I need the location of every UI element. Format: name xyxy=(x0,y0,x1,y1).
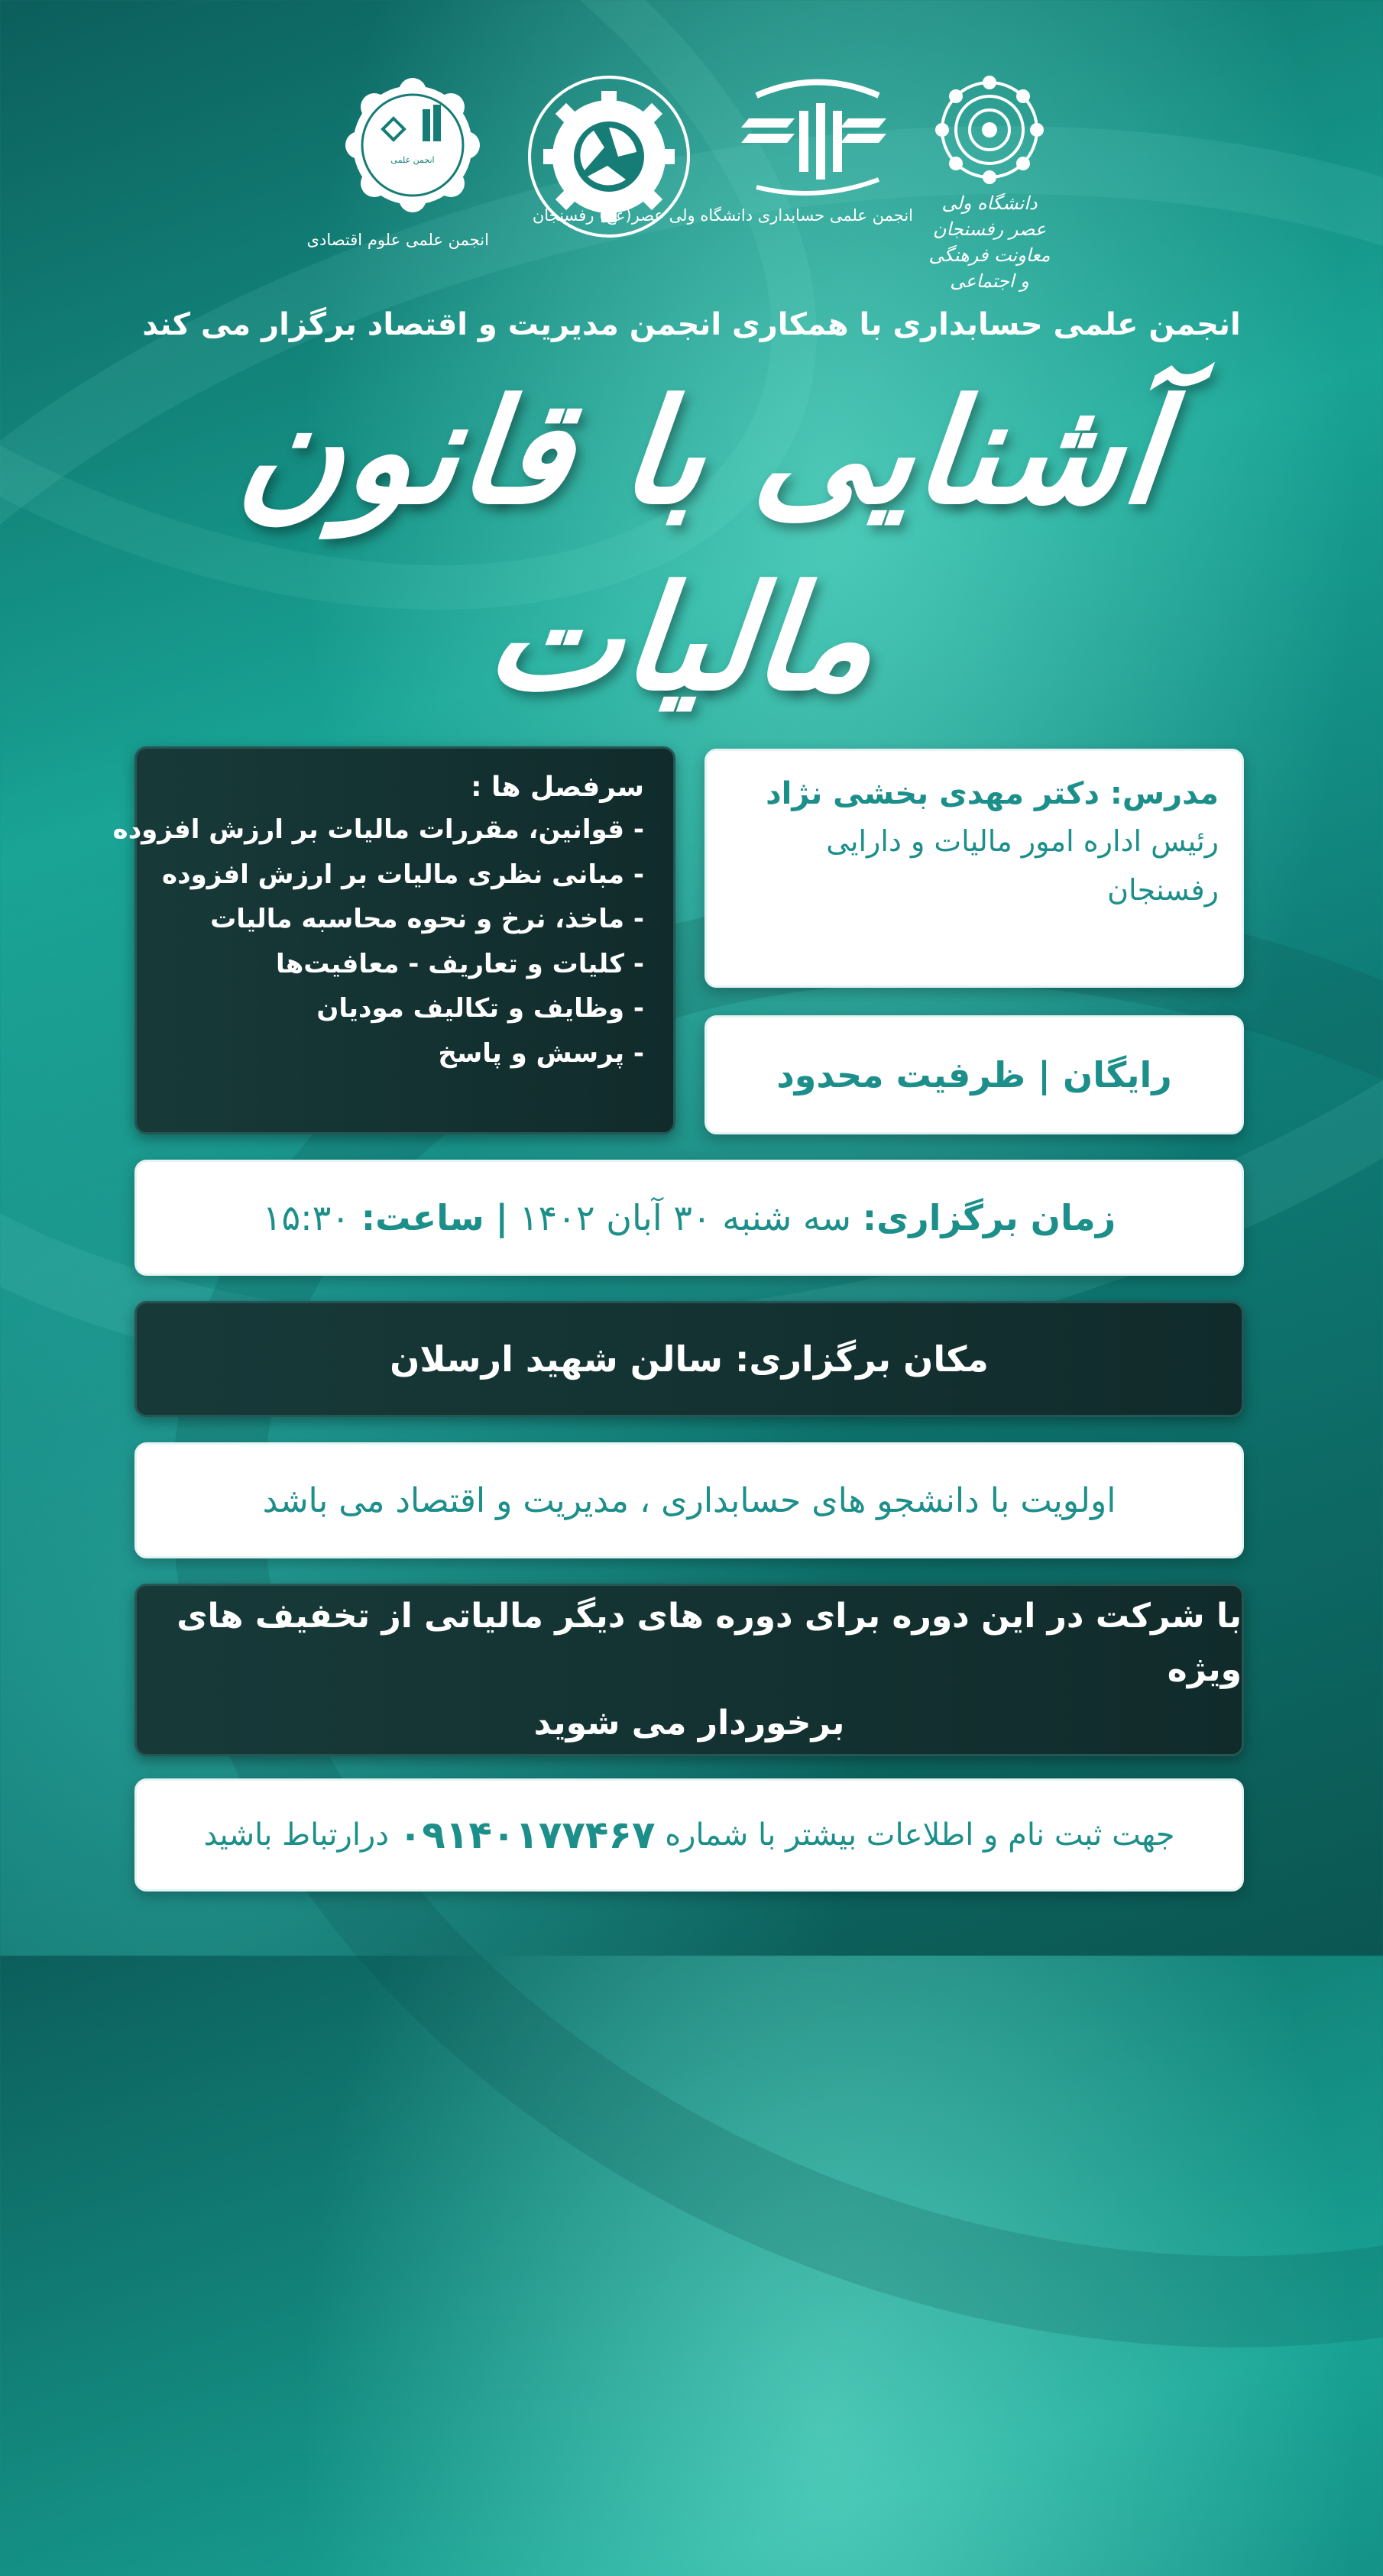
page-title: آشنایی با قانون مالیات xyxy=(231,367,1172,723)
teacher-city: رفسنجان xyxy=(1107,873,1219,907)
event-time-card xyxy=(134,1160,1244,1276)
event-time-label: زمان برگزاری: xyxy=(862,1197,1116,1238)
event-hour: ۱۵:۳۰ xyxy=(262,1197,351,1238)
event-separator: | xyxy=(495,1197,509,1238)
university-logo-caption: دانشگاه ولی عصر رفسنجان معاونت فرهنگی و اجتماعی xyxy=(928,193,1051,292)
topic-item: - ماخذ، نرخ و نحوه محاسبه مالیات xyxy=(210,904,644,934)
topics-heading: سرفصل ها : xyxy=(471,772,644,803)
teacher-name: دکتر مهدی بخشی نژاد xyxy=(766,776,1100,811)
accounting-logo-caption: انجمن علمی حسابداری دانشگاه ولی عصر(عج) رفسنجان xyxy=(532,206,913,225)
topic-item: - پرسش و پاسخ xyxy=(438,1037,644,1069)
topic-item: - مبانی نظری مالیات بر ارزش افزوده xyxy=(162,859,644,890)
teacher-role: رئیس اداره امور مالیات و دارایی xyxy=(826,824,1219,858)
contact-text-end: درارتباط باشید xyxy=(203,1817,390,1853)
contact-text: جهت ثبت نام و اطلاعات بیشتر با شماره xyxy=(665,1817,1175,1853)
university-rosette-icon xyxy=(932,73,1047,187)
event-hour-label: ساعت: xyxy=(361,1197,484,1238)
economics-seal-text: انجمن علمی xyxy=(390,155,435,165)
discount-line: با شرکت در این دوره برای دوره های دیگر مالیاتی از تخفیف های ویژه xyxy=(177,1597,1242,1689)
accounting-emblem-icon xyxy=(726,73,902,202)
event-location-card xyxy=(134,1301,1244,1417)
economics-association-logo xyxy=(306,73,489,251)
economics-seal-icon xyxy=(340,73,485,218)
topic-item: - وظایف و تکالیف مودیان xyxy=(316,993,644,1024)
teacher-card xyxy=(704,749,1244,988)
economics-logo-caption: انجمن علمی علوم اقتصادی xyxy=(306,231,489,249)
free-limited-card: رایگان | ظرفیت محدود xyxy=(704,1015,1244,1134)
topic-item: - کلیات و تعاریف - معافیت‌ها xyxy=(275,948,644,979)
discount-line: برخوردار می شوید xyxy=(533,1704,845,1743)
event-location: سالن شهید ارسلان xyxy=(390,1338,723,1380)
topics-card xyxy=(112,746,675,1134)
intro-line: انجمن علمی حسابداری با همکاری انجمن مدیریت و اقتصاد برگزار می کند xyxy=(142,307,1241,342)
priority-card: اولویت با دانشجو های حسابداری ، مدیریت و اقتصاد می باشد xyxy=(134,1442,1244,1558)
topic-item: - قوانین، مقررات مالیات بر ارزش افزوده xyxy=(112,814,644,845)
teacher-label: مدرس: xyxy=(1109,776,1219,811)
event-date: سه شنبه ۳۰ آبان ۱۴۰۲ xyxy=(519,1197,852,1238)
contact-phone[interactable]: ۰۹۱۴۰۱۷۷۴۶۷ xyxy=(398,1813,656,1857)
accounting-association-logo xyxy=(532,73,913,227)
university-culture-logo xyxy=(925,73,1054,294)
discount-card xyxy=(134,1584,1244,1756)
event-location-label: مکان برگزاری: xyxy=(735,1338,989,1380)
contact-card xyxy=(134,1778,1244,1892)
